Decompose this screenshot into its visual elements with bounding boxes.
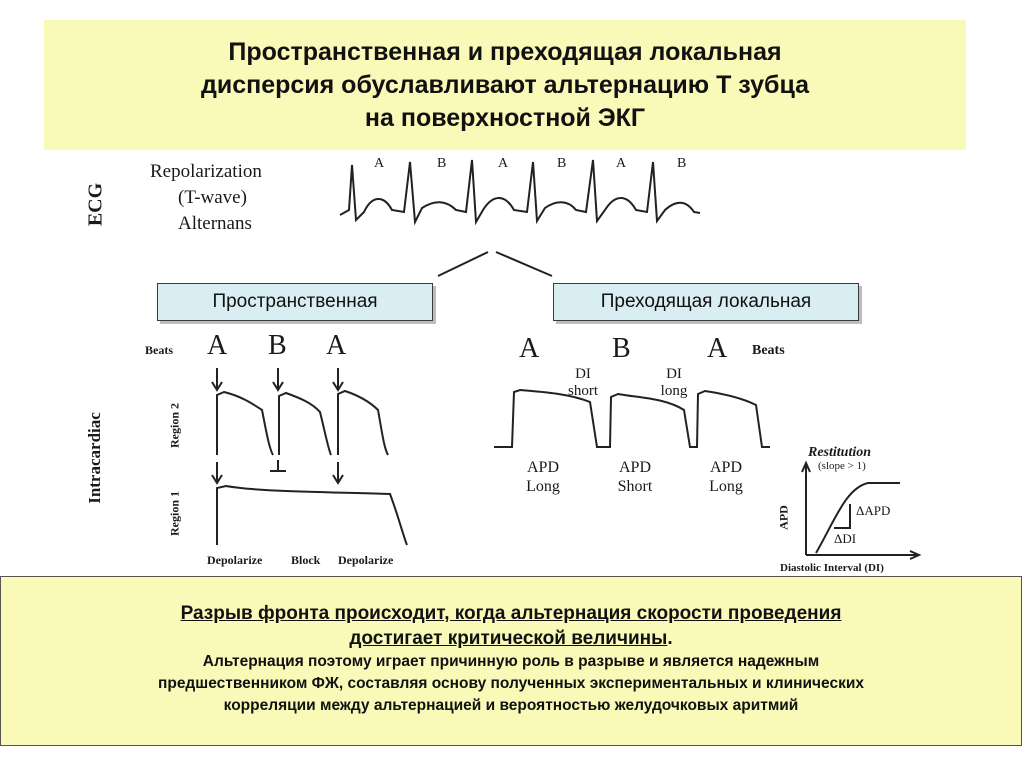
conclusion-body-line-3: корреляции между альтернацией и вероятностью желудочковых аритмий bbox=[223, 697, 799, 714]
spatial-beat-letter: B bbox=[268, 330, 287, 361]
ecg-beat-letter: A bbox=[374, 156, 385, 171]
transient-dispersion-box: Преходящая локальная bbox=[553, 283, 859, 321]
transient-beat-letter: B bbox=[612, 333, 631, 364]
di-long-line-2: long bbox=[660, 383, 688, 399]
di-long-line-1: DI bbox=[666, 366, 682, 382]
ecg-beat-letter: B bbox=[437, 156, 447, 171]
di-short-line-2: short bbox=[568, 383, 598, 399]
arrow-icon bbox=[333, 462, 343, 483]
delta-di-label: ΔDI bbox=[834, 531, 857, 546]
ecg-label-line-3: Alternans bbox=[178, 213, 252, 234]
apd-label-line-2: Long bbox=[709, 478, 743, 495]
ecg-label-line-2: (T-wave) bbox=[178, 187, 247, 208]
spatial-dispersion-box: Пространственная bbox=[157, 283, 433, 321]
restitution-ylabel: APD bbox=[776, 505, 791, 530]
di-short-line-1: DI bbox=[575, 366, 591, 382]
region1-action-potential bbox=[217, 486, 407, 545]
depolarize-label: Depolarize bbox=[207, 553, 263, 567]
spatial-beat-letter: A bbox=[326, 330, 347, 361]
region2-action-potential bbox=[279, 393, 331, 455]
ecg-beat-letter: A bbox=[616, 156, 627, 171]
ecg-beat-letter: A bbox=[498, 156, 509, 171]
transient-beat-letter: A bbox=[519, 333, 540, 364]
title-line-3: на поверхностной ЭКГ bbox=[364, 103, 646, 132]
branch-line-right bbox=[496, 252, 552, 276]
spatial-beat-letter: A bbox=[207, 330, 228, 361]
apd-label-line-1: APD bbox=[526, 459, 559, 476]
restitution-y-axis bbox=[802, 463, 810, 555]
transient-beat-letter: A bbox=[707, 333, 728, 364]
apd-label-line-2: Short bbox=[617, 478, 653, 495]
ecg-side-label: ECG bbox=[84, 182, 107, 227]
depolarize-label: Depolarize bbox=[338, 553, 394, 567]
region-2-label: Region 2 bbox=[167, 403, 182, 448]
conclusion-emph-line-1: Разрыв фронта происходит, когда альтернация скорости проведения bbox=[180, 603, 842, 624]
restitution-subtitle: (slope > 1) bbox=[818, 460, 866, 472]
ecg-beat-letter: B bbox=[677, 156, 687, 171]
conclusion-body-line-1: Альтернация поэтому играет причинную роль в разрыве и является надежным bbox=[202, 653, 820, 670]
transient-ap-train bbox=[494, 390, 770, 447]
restitution-x-axis bbox=[806, 551, 919, 559]
conclusion-box bbox=[0, 576, 1022, 746]
apd-label-line-1: APD bbox=[618, 459, 651, 476]
conclusion-emph-tail: . bbox=[667, 628, 673, 649]
restitution-xlabel: Diastolic Interval (DI) bbox=[780, 562, 884, 574]
ecg-trace bbox=[340, 160, 700, 222]
beats-label-left: Beats bbox=[145, 343, 173, 357]
title-line-1: Пространственная и преходящая локальная bbox=[228, 37, 782, 66]
arrow-icon bbox=[212, 368, 222, 390]
ecg-label-line-1: Repolarization bbox=[150, 161, 262, 182]
branch-line-left bbox=[438, 252, 488, 276]
delta-apd-label: ΔAPD bbox=[856, 503, 891, 518]
conclusion-emph-row-2 bbox=[1, 626, 1021, 651]
restitution-curve bbox=[816, 483, 900, 553]
beats-label-right: Beats bbox=[752, 343, 785, 358]
intracardiac-side-label: Intracardiac bbox=[85, 412, 104, 504]
arrow-icon bbox=[273, 368, 283, 390]
conclusion-emph-line-2: достигает критической величины bbox=[349, 628, 668, 649]
ecg-beat-letter: B bbox=[557, 156, 567, 171]
region-1-label: Region 1 bbox=[167, 491, 182, 536]
apd-label-line-1: APD bbox=[709, 459, 742, 476]
restitution-title: Restitution bbox=[808, 445, 872, 460]
title-line-2: дисперсия обуславливают альтернацию Т зубца bbox=[200, 70, 810, 99]
region2-action-potential bbox=[338, 391, 388, 455]
block-label: Block bbox=[291, 553, 321, 567]
block-marker-icon bbox=[270, 460, 286, 471]
apd-label-line-2: Long bbox=[526, 478, 560, 495]
conclusion-body-line-2: предшественником ФЖ, составляя основу полученных экспериментальных и клинических bbox=[157, 675, 864, 692]
arrow-icon bbox=[212, 462, 222, 483]
region2-action-potential bbox=[217, 392, 273, 455]
arrow-icon bbox=[333, 368, 343, 390]
